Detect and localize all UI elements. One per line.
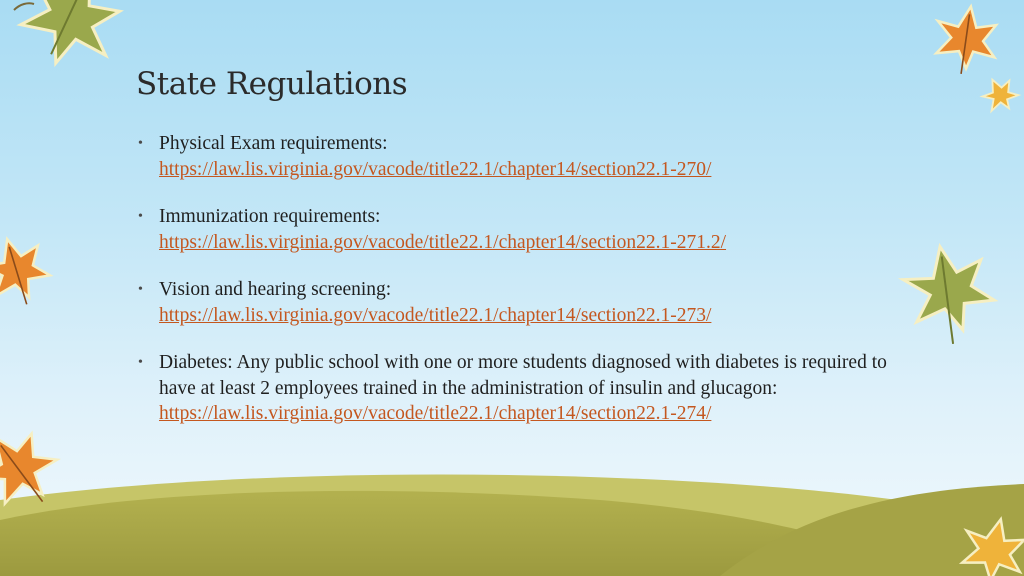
leaf-icon bbox=[930, 1, 1003, 79]
law-link[interactable]: https://law.lis.virginia.gov/vacode/title22.1/chapter14/section22.1-270/ bbox=[159, 158, 712, 180]
bullet-icon: • bbox=[138, 136, 143, 151]
slide-title: State Regulations bbox=[136, 66, 408, 102]
bullet-text: Physical Exam requirements: bbox=[159, 133, 388, 154]
bullet-icon: • bbox=[138, 282, 143, 297]
law-link[interactable]: https://law.lis.virginia.gov/vacode/title22.1/chapter14/section22.1-274/ bbox=[159, 403, 712, 424]
bullet-text: Vision and hearing screening: bbox=[159, 279, 392, 300]
list-item-physical-exam bbox=[138, 131, 908, 182]
bullet-icon: • bbox=[138, 209, 143, 224]
list-item-immunization bbox=[138, 204, 908, 255]
leaf-icon bbox=[5, 0, 135, 81]
bullet-icon: • bbox=[138, 355, 143, 370]
bullet-list bbox=[138, 131, 908, 449]
leaf-icon bbox=[0, 231, 56, 313]
list-item-diabetes bbox=[138, 350, 908, 427]
bullet-text: Immunization requirements: bbox=[159, 206, 381, 227]
leaf-icon bbox=[899, 239, 1001, 350]
bullet-text: Diabetes: Any public school with one or more students diagnosed with diabetes is required to have at least 2 employees trained in the administration of insulin and glucagon: bbox=[159, 352, 887, 399]
law-link[interactable]: https://law.lis.virginia.gov/vacode/title22.1/chapter14/section22.1-273/ bbox=[159, 304, 712, 326]
law-link[interactable]: https://law.lis.virginia.gov/vacode/title22.1/chapter14/section22.1-271.2/ bbox=[159, 231, 727, 253]
leaf-icon bbox=[978, 73, 1022, 117]
list-item-vision-hearing bbox=[138, 277, 908, 328]
